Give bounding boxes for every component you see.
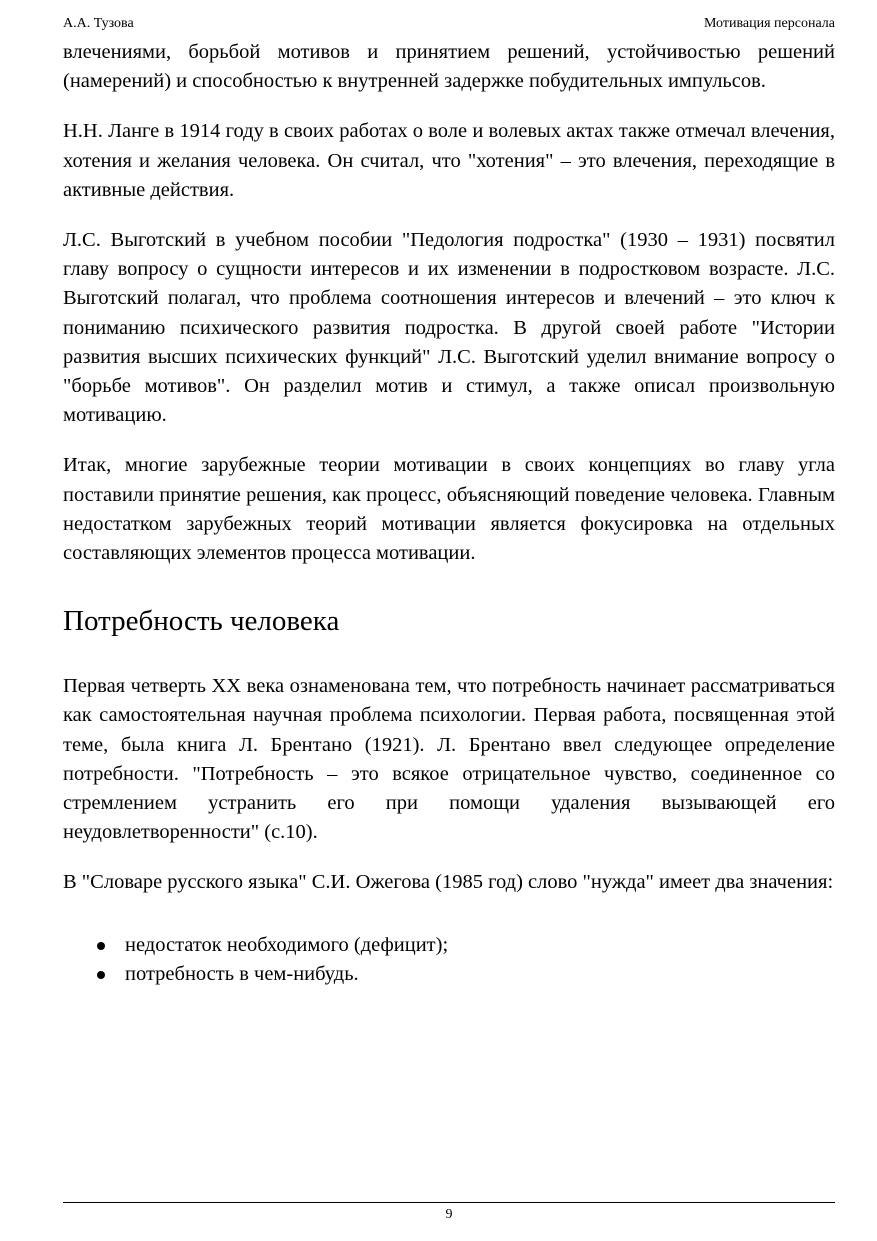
page-header xyxy=(63,15,835,33)
paragraph-summary: Итак, многие зарубежные теории мотивации в своих концепциях во главу угла поставили принятие решения, как процесс, объясняющий поведение человека. Главным недостатком зарубежных теорий мотивации является фокусировка на отдельных составляющих элементов процесса мотивации. xyxy=(63,454,835,565)
bullet-icon xyxy=(97,971,105,979)
header-author: А.А. Тузова xyxy=(63,16,134,31)
definition-list xyxy=(63,931,835,989)
page-body xyxy=(63,38,835,989)
page-number: 9 xyxy=(445,1207,453,1222)
list-item-text: недостаток необходимого (дефицит); xyxy=(125,933,449,956)
list-item xyxy=(63,960,835,989)
header-title: Мотивация персонала xyxy=(703,16,835,31)
section-heading: Потребность человека xyxy=(63,605,340,638)
paragraph-lange: Н.Н. Ланге в 1914 году в своих работах о воле и волевых актах также отмечал влечения, хотения и желания человека. Он считал, что "хотения" – это влечения, переходящие в активные действия. xyxy=(63,120,835,201)
list-item-text: потребность в чем-нибудь. xyxy=(125,962,359,985)
footer-divider xyxy=(63,1202,835,1203)
paragraph-brentano: Первая четверть XX века ознаменована тем, что потребность начинает рассматриваться как самостоятельная научная проблема психологии. Первая работа, посвященная этой теме, была книга Л. Брентано (1921). Л. Брентано ввел следующее определение потребности. "Потребность – это всякое отрицательное чувство, соединенное со стремлением устранить его при помощи удаления вызывающей его неудовлетворенности" (с.10). xyxy=(63,675,835,844)
paragraph-continuation: влечениями, борьбой мотивов и принятием решений, устойчивостью решений (намерений) и способностью к внутренней задержке побудительных импульсов. xyxy=(63,41,835,93)
list-item xyxy=(63,931,835,960)
paragraph-ozhegov: В "Словаре русского языка" С.И. Ожегова (1985 год) слово "нужда" имеет два значения: xyxy=(63,871,834,894)
bullet-icon xyxy=(97,942,105,950)
paragraph-vygotsky: Л.С. Выготский в учебном пособии "Педология подростка" (1930 – 1931) посвятил главу вопросу о сущности интересов и их изменении в подростковом возрасте. Л.С. Выготский полагал, что проблема соотношения интересов и влечений – это ключ к пониманию психического развития подростка. В другой своей работе "Истории развития высших психических функций" Л.С. Выготский уделил внимание вопросу о "борьбе мотивов". Он разделил мотив и стимул, а также описал произвольную мотивацию. xyxy=(63,229,835,427)
